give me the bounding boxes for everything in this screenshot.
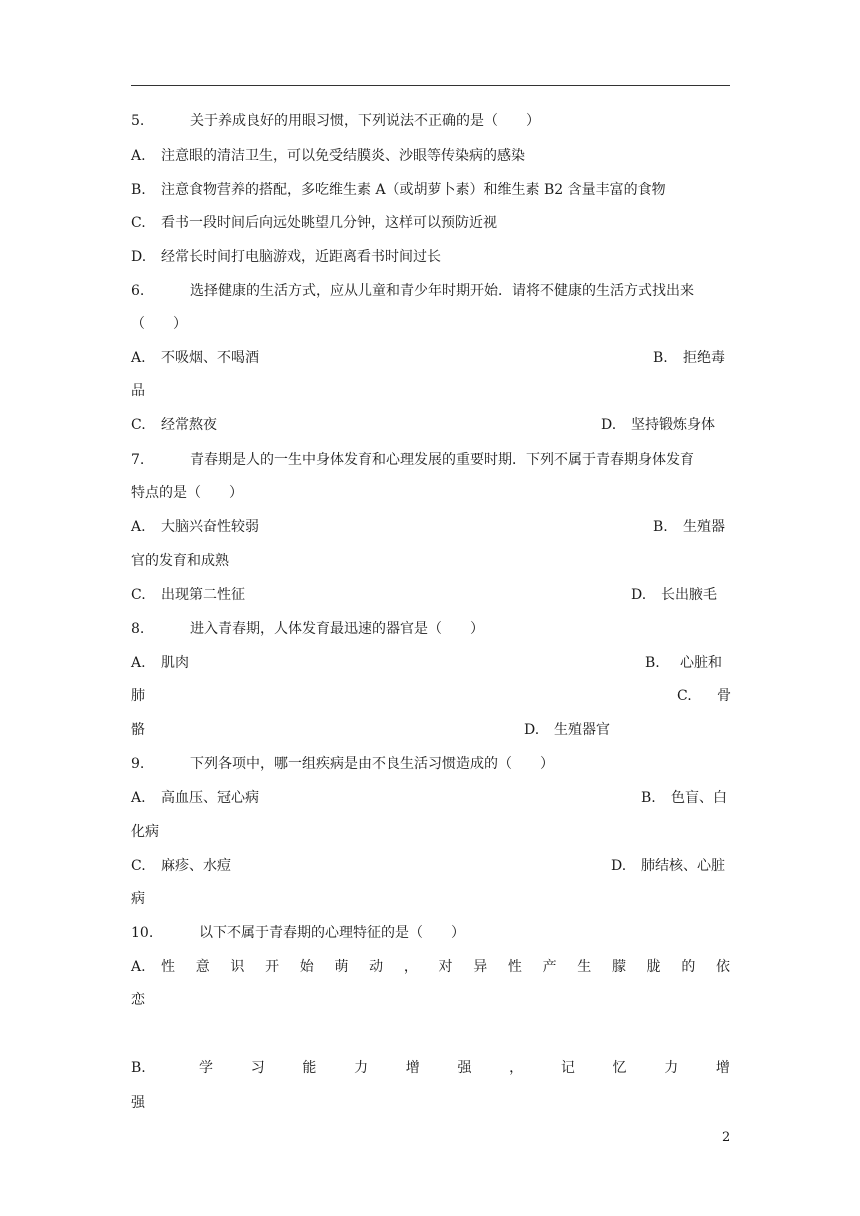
option-label: B.	[645, 655, 660, 671]
question-number: 6.	[131, 283, 145, 299]
q6-option-b-wrap	[131, 381, 730, 401]
question-number: 8.	[131, 621, 145, 637]
option-text-wrap: 恋	[131, 992, 145, 1008]
option-text: 生殖器官	[554, 722, 610, 738]
q9-options-row-2	[131, 856, 730, 876]
option-text: 高血压、冠心病	[161, 790, 259, 806]
option-text: 大脑兴奋性较弱	[161, 519, 259, 535]
question-number: 5.	[131, 113, 145, 129]
option-text: 麻疹、水痘	[161, 858, 231, 874]
option-text-wrap: 强	[131, 1095, 145, 1111]
q6-options-row-1	[131, 348, 730, 368]
question-9-stem	[131, 754, 730, 774]
option-text: 肌肉	[161, 655, 189, 671]
q8-row-3	[131, 720, 730, 740]
option-text: 拒绝毒	[683, 350, 725, 366]
option-label: A.	[131, 959, 146, 975]
q6-options-row-2	[131, 415, 730, 435]
q10-option-b-wrap	[131, 1093, 730, 1113]
option-label: D.	[524, 722, 540, 738]
q9-option-b-wrap	[131, 822, 730, 842]
question-8-stem	[131, 619, 730, 639]
option-label: C.	[131, 587, 146, 603]
option-label: C.	[131, 215, 146, 231]
option-label: A.	[131, 519, 146, 535]
question-text: 下列各项中，哪一组疾病是由不良生活习惯造成的（ ）	[190, 756, 554, 772]
option-label: C.	[677, 688, 692, 704]
question-text-cont: 特点的是（ ）	[131, 485, 243, 501]
q8-options-row-1	[131, 653, 730, 673]
question-6-stem-cont	[131, 314, 730, 334]
option-text-wrap: 病	[131, 891, 145, 907]
option-text: 肺结核、心脏	[641, 858, 725, 874]
question-text: 以下不属于青春期的心理特征的是（ ）	[199, 925, 465, 941]
option-text: 长出腋毛	[661, 587, 717, 603]
option-text: 不吸烟、不喝酒	[161, 350, 259, 366]
option-label: B.	[641, 790, 656, 806]
option-text: 注意眼的清洁卫生，可以免受结膜炎、沙眼等传染病的感染	[161, 148, 525, 164]
option-label: C.	[131, 417, 146, 433]
option-label: D.	[601, 417, 617, 433]
q7-option-b-wrap	[131, 551, 730, 571]
option-text: 心脏和	[680, 655, 722, 671]
question-number: 9.	[131, 756, 145, 772]
option-label: A.	[131, 350, 146, 366]
page-number: 2	[722, 1130, 731, 1145]
option-text-wrap: 骼	[131, 722, 145, 738]
q10-option-a	[131, 957, 730, 977]
q10-option-a-wrap	[131, 990, 730, 1010]
option-text: 色盲、白	[671, 790, 727, 806]
question-number: 7.	[131, 452, 145, 468]
q7-options-row-2	[131, 585, 730, 605]
q9-options-row-1	[131, 788, 730, 808]
option-label: C.	[131, 858, 146, 874]
option-label: B.	[131, 1060, 146, 1076]
q10-option-b	[131, 1058, 730, 1078]
q5-option-d	[131, 247, 730, 267]
option-text: 骨	[717, 688, 731, 704]
q5-option-c	[131, 213, 730, 233]
option-text: 学 习 能 力 增 强 ， 记 忆 力 增	[199, 1060, 730, 1076]
option-label: B.	[653, 350, 668, 366]
option-text: 生殖器	[683, 519, 725, 535]
option-label: A.	[131, 148, 146, 164]
header-rule	[131, 85, 730, 86]
q5-option-a	[131, 146, 730, 166]
option-text: 坚持锻炼身体	[631, 417, 715, 433]
question-text: 青春期是人的一生中身体发育和心理发展的重要时期．下列不属于青春期身体发育	[190, 452, 694, 468]
option-label: A.	[131, 655, 146, 671]
option-label: D.	[131, 249, 147, 265]
q9-option-d-wrap	[131, 889, 730, 909]
option-text: 经常熬夜	[161, 417, 217, 433]
option-text-wrap: 官的发育和成熟	[131, 553, 229, 569]
question-10-stem	[131, 923, 730, 943]
option-text-wrap: 品	[131, 383, 145, 399]
q7-options-row-1	[131, 517, 730, 537]
q8-row-2	[131, 686, 730, 706]
option-text-wrap: 化病	[131, 824, 159, 840]
option-text: 出现第二性征	[161, 587, 245, 603]
option-label: D.	[611, 858, 627, 874]
question-7-stem	[131, 450, 730, 470]
option-text: 注意食物营养的搭配，多吃维生素 A（或胡萝卜素）和维生素 B2 含量丰富的食物	[161, 182, 666, 198]
question-6-stem	[131, 281, 730, 301]
option-text-wrap: 肺	[131, 688, 145, 704]
option-text: 性 意 识 开 始 萌 动 ， 对 异 性 产 生 朦 胧 的 依	[161, 959, 730, 975]
question-7-stem-cont	[131, 483, 730, 503]
question-5-stem	[131, 111, 730, 131]
question-text: 关于养成良好的用眼习惯，下列说法不正确的是（ ）	[190, 113, 540, 129]
q5-option-b	[131, 180, 730, 200]
option-label: D.	[631, 587, 647, 603]
option-text: 看书一段时间后向远处眺望几分钟，这样可以预防近视	[161, 215, 497, 231]
option-label: B.	[131, 182, 146, 198]
option-label: B.	[653, 519, 668, 535]
option-text: 经常长时间打电脑游戏，近距离看书时间过长	[161, 249, 441, 265]
question-number: 10.	[131, 925, 154, 941]
question-text-cont: （ ）	[131, 316, 187, 332]
option-label: A.	[131, 790, 146, 806]
question-text: 选择健康的生活方式，应从儿童和青少年时期开始．请将不健康的生活方式找出来	[190, 283, 694, 299]
question-text: 进入青春期，人体发育最迅速的器官是（ ）	[190, 621, 484, 637]
